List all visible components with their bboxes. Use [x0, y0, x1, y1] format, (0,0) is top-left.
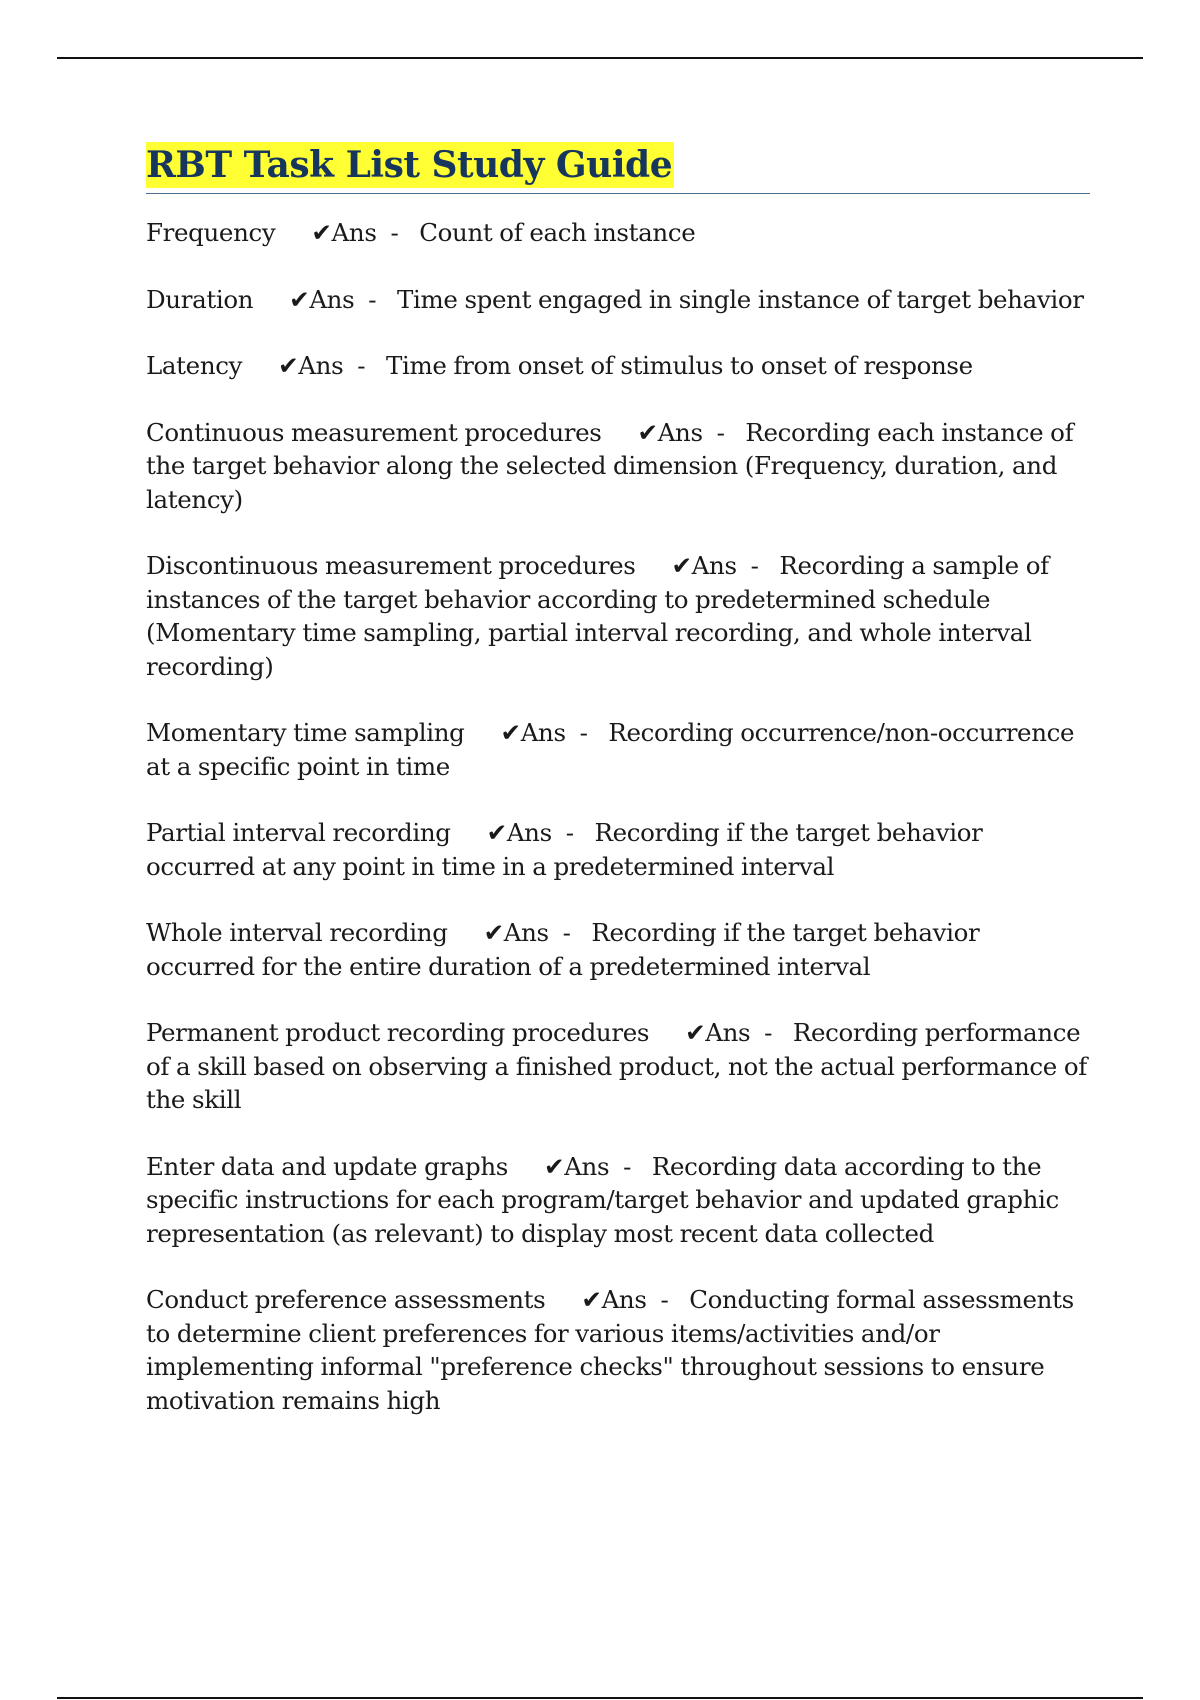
qa-item	[146, 1150, 1090, 1251]
qa-item	[146, 716, 1090, 783]
answer-marker: ✔Ans	[637, 417, 703, 447]
answer-marker: ✔Ans	[278, 351, 344, 380]
answer-separator: -	[562, 918, 571, 947]
answer-marker: ✔Ans	[581, 1285, 647, 1314]
qa-item	[146, 1016, 1090, 1117]
qa-answer: Recording if the target behavior occurred at any point in time in a predetermined interval	[146, 818, 983, 881]
page-bottom-rule	[57, 1697, 1143, 1699]
page-top-rule	[57, 57, 1143, 59]
answer-separator: -	[565, 818, 574, 847]
qa-item	[146, 416, 1090, 517]
answer-marker: ✔Ans	[483, 918, 549, 947]
qa-term: Latency	[146, 351, 243, 380]
qa-answer: Recording data according to the specific instructions for each program/target behavior and updated graphic representation (as relevant) to display most recent data collected	[146, 1151, 1059, 1248]
document-title: RBT Task List Study Guide	[146, 144, 673, 186]
answer-marker: ✔Ans	[544, 1151, 610, 1181]
answer-separator: -	[390, 218, 399, 247]
qa-answer: Time spent engaged in single instance of target behavior	[397, 284, 1084, 314]
qa-answer: Recording occurrence/non-occurrence at a specific point in time	[146, 718, 1075, 781]
qa-answer: Recording each instance of the target behavior along the selected dimension (Frequency, duration, and latency)	[146, 417, 1074, 514]
qa-answer: Count of each instance	[419, 218, 696, 247]
answer-separator: -	[660, 1285, 669, 1314]
qa-term: Frequency	[146, 218, 276, 247]
answer-marker: ✔Ans	[685, 1018, 751, 1047]
answer-marker: ✔Ans	[500, 718, 566, 747]
qa-answer: Recording performance of a skill based on observing a finished product, not the actual performance of the skill	[146, 1018, 1087, 1114]
qa-item	[146, 283, 1090, 317]
answer-marker: ✔Ans	[486, 818, 552, 847]
document-body	[146, 142, 1090, 1450]
qa-term: Discontinuous measurement procedures	[146, 551, 636, 580]
qa-answer: Conducting formal assessments to determine client preferences for various items/activities and/or implementing informal "preference checks" throughout sessions to ensure motivation remains high	[146, 1285, 1074, 1415]
qa-item	[146, 816, 1090, 883]
answer-separator: -	[716, 417, 725, 447]
qa-term: Momentary time sampling	[146, 718, 465, 747]
answer-marker: ✔Ans	[289, 284, 355, 314]
answer-marker: ✔Ans	[311, 218, 377, 247]
qa-item	[146, 916, 1090, 983]
answer-separator: -	[623, 1151, 632, 1181]
qa-item	[146, 549, 1090, 683]
answer-marker: ✔Ans	[671, 551, 737, 580]
qa-item	[146, 216, 1090, 250]
qa-term: Conduct preference assessments	[146, 1285, 546, 1314]
qa-term: Continuous measurement procedures	[146, 417, 602, 447]
qa-item	[146, 1283, 1090, 1417]
answer-separator: -	[579, 718, 588, 747]
qa-term: Duration	[146, 284, 254, 314]
qa-answer: Recording a sample of instances of the target behavior according to predetermined schedule (Momentary time sampling, partial interval recording, and whole interval recording)	[146, 551, 1049, 681]
answer-separator: -	[357, 351, 366, 380]
qa-item	[146, 349, 1090, 383]
qa-term: Partial interval recording	[146, 818, 451, 847]
answer-separator: -	[764, 1018, 773, 1047]
qa-answer: Time from onset of stimulus to onset of response	[385, 351, 973, 380]
title-block	[146, 142, 1090, 194]
qa-answer: Recording if the target behavior occurred for the entire duration of a predetermined interval	[146, 918, 980, 981]
answer-separator: -	[750, 551, 759, 580]
qa-term: Permanent product recording procedures	[146, 1018, 650, 1047]
qa-term: Whole interval recording	[146, 918, 448, 947]
qa-list	[146, 216, 1090, 1417]
qa-term: Enter data and update graphs	[146, 1151, 509, 1181]
answer-separator: -	[368, 284, 377, 314]
